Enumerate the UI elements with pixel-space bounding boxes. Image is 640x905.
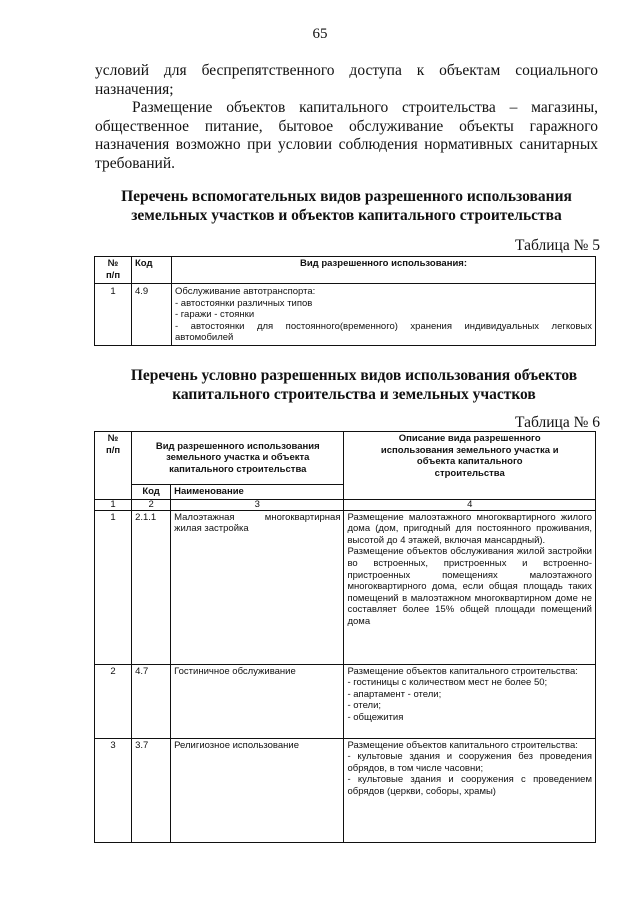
- table5-cell-code: 4.9: [132, 284, 172, 346]
- table6-index-row: [95, 499, 596, 510]
- table5-header-row: [95, 257, 596, 284]
- table6-desc-line: - общежития: [347, 711, 404, 723]
- table6-cell-num: 2: [95, 664, 132, 738]
- table6-index-cell: 1: [95, 499, 132, 510]
- table6-cell-code: 4.7: [132, 664, 171, 738]
- table6-cell-num: 1: [95, 510, 132, 664]
- table-row: [95, 664, 596, 738]
- table6-heading-line1: Перечень условно разрешенных видов использования объектов: [130, 367, 578, 384]
- table-6: [94, 431, 596, 843]
- table5-header-code: Код: [132, 257, 172, 284]
- table5-cell-kind: [172, 284, 596, 346]
- page-number: 65: [312, 26, 328, 42]
- table-5: [94, 256, 596, 346]
- table5-line: Обслуживание автотранспорта:: [175, 286, 316, 297]
- table5-header-num-line2: п/п: [105, 270, 121, 281]
- table-row: [95, 284, 596, 346]
- table6-desc-paragraph: Размещение объектов обслуживания жилой застройки во встроенных, пристроенных и встроенно-пристроенных помещениях малоэтажного многоквартирного дома, если общая площадь таких помещений в малоэтажном многоквартирном доме не составляет более 15% общей площади помещений дома: [347, 546, 592, 627]
- table6-cell-desc: [344, 510, 596, 664]
- table6-desc-line: - отели;: [347, 700, 382, 712]
- table5-header-kind: Вид разрешенного использования:: [172, 257, 596, 284]
- table6-desc-line: - культовые здания и сооружения без проведения обрядов, в том числе часовни;: [347, 751, 592, 774]
- table6-caption: Таблица № 6: [515, 414, 600, 431]
- table5-line: - автостоянки различных типов: [175, 297, 313, 309]
- table6-cell-desc: [344, 738, 596, 842]
- table6-cell-num: 3: [95, 738, 132, 842]
- table6-header-desc-line4: строительства: [434, 467, 505, 479]
- table6-header-kind-line2: земельного участка и объекта: [166, 452, 310, 464]
- table6-cell-desc: [344, 664, 596, 738]
- table6-header-desc-line3: объекта капитального: [416, 456, 523, 468]
- table6-index-cell: 3: [171, 499, 344, 510]
- table6-cell-code: 2.1.1: [132, 510, 171, 664]
- table6-index-cell: 2: [132, 499, 171, 510]
- table6-header-name: Наименование: [171, 485, 344, 500]
- intro-text: [95, 62, 598, 173]
- table5-line: автомобилей: [175, 332, 234, 344]
- table5-heading-line2: земельных участков и объектов капитального строительства: [131, 207, 562, 224]
- table-row: [95, 510, 596, 664]
- table5-heading-line1: Перечень вспомогательных видов разрешенного использования: [121, 188, 572, 205]
- table6-header-num-line2: п/п: [105, 444, 121, 456]
- table6-header-row: [95, 432, 596, 485]
- table6-desc-line: - гостиницы с количеством мест не более 50;: [347, 677, 548, 689]
- table6-heading: [110, 366, 598, 404]
- intro-paragraph-2: Размещение объектов капитального строительства – магазины, общественное питание, бытовое обслуживание объекты гаражного назначения возможно при условии соблюдения нормативных санитарных требований.: [95, 99, 598, 172]
- table6-header-kind: [132, 432, 344, 485]
- table5-line: - автостоянки для постоянного(временного) хранения индивидуальных легковых: [175, 320, 592, 332]
- table6-index-cell: 4: [344, 499, 596, 510]
- table5-cell-num: 1: [95, 284, 132, 346]
- table5-heading: [95, 187, 598, 225]
- table5-header-num-line1: №: [107, 258, 119, 270]
- table6-cell-name: Гостиничное обслуживание: [171, 664, 344, 738]
- table6-cell-name: Религиозное использование: [171, 738, 344, 842]
- table6-cell-name: Малоэтажная многоквартирная жилая застройка: [171, 510, 344, 664]
- table6-header-desc: [344, 432, 596, 500]
- table6-header-code: Код: [132, 485, 171, 500]
- table6-header-kind-line3: капитального строительства: [169, 463, 307, 475]
- table6-header-num-line1: №: [107, 433, 119, 444]
- table6-desc-line: Размещение объектов капитального строительства:: [347, 739, 578, 751]
- table6-header-desc-line2: использования земельного участка и: [380, 444, 559, 456]
- table6-desc-line: - культовые здания и сооружения с проведением обрядов (церкви, соборы, храмы): [347, 774, 592, 797]
- table6-header-desc-line1: Описание вида разрешенного: [398, 433, 541, 444]
- table6-header-kind-line1: Вид разрешенного использования: [155, 440, 320, 452]
- table5-line: - гаражи - стоянки: [175, 309, 255, 321]
- table6-heading-line2: капитального строительства и земельных участков: [172, 386, 536, 403]
- table6-header-num: [95, 432, 132, 500]
- table6-cell-code: 3.7: [132, 738, 171, 842]
- table5-header-num: [95, 257, 132, 284]
- table6-desc-line: Размещение объектов капитального строительства:: [347, 665, 578, 677]
- table6-desc-paragraph: Размещение малоэтажного многоквартирного жилого дома (дом, пригодный для постоянного проживания, высотой до 4 этажей, включая мансардный).: [347, 511, 592, 546]
- table6-desc-line: - апартамент - отели;: [347, 688, 442, 700]
- intro-paragraph-1: условий для беспрепятственного доступа к объектам социального назначения;: [95, 62, 598, 98]
- table-row: [95, 738, 596, 842]
- table5-caption: Таблица № 5: [515, 237, 600, 254]
